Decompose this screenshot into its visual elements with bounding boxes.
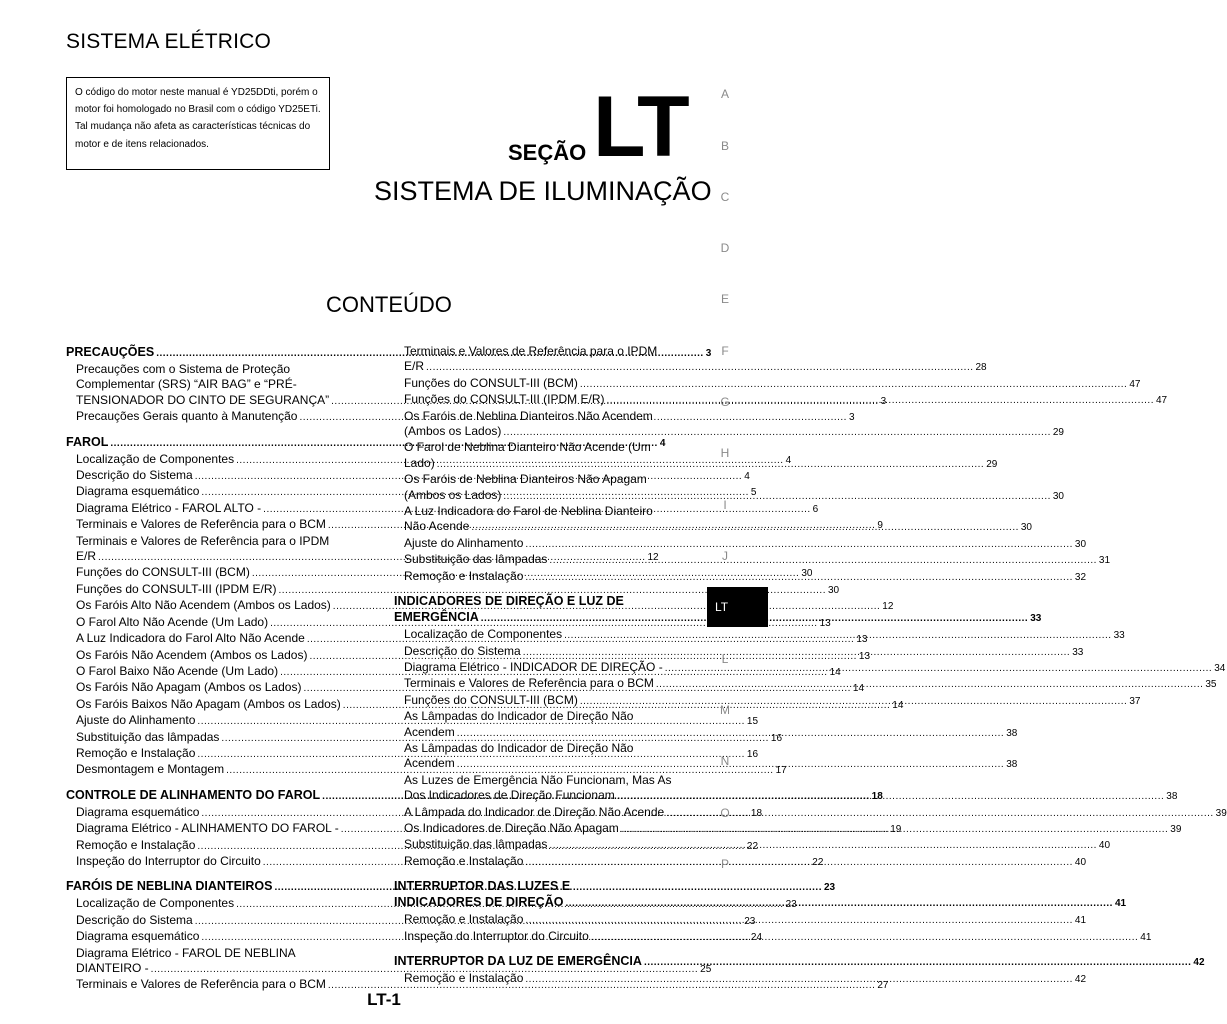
toc-page-number: 30 — [1052, 490, 1064, 502]
toc-item-row[interactable] — [404, 375, 1141, 392]
toc-leader-dots — [471, 519, 1018, 535]
toc-item-row[interactable] — [404, 392, 1168, 408]
toc-page-number: 4 — [744, 471, 750, 483]
toc-page-number: 37 — [1129, 695, 1141, 707]
toc-page-number: 18 — [871, 790, 883, 802]
toc-page-number: 38 — [1006, 727, 1018, 739]
toc-entry-text: Acendem — [404, 724, 455, 739]
toc-entry-text: A Lâmpada do Indicador de Direção Não Acende — [404, 804, 665, 819]
toc-entry-text: Diagrama Elétrico - FAROL ALTO - — [76, 500, 262, 515]
toc-entry-text: DIANTEIRO - — [76, 961, 149, 975]
toc-item-line: O Farol de Neblina Dianteiro Não Acende (Um — [404, 440, 651, 455]
toc-leader-dots — [523, 644, 1070, 660]
toc-entry-text: INTERRUPTOR DA LUZ DE EMERGÊNCIA — [394, 954, 642, 968]
toc-entry-text: Diagrama esquemático — [76, 484, 200, 499]
toc-leader-dots — [525, 912, 1072, 928]
toc-page-number: 16 — [770, 732, 783, 744]
toc-entry-text: Os Faróis Não Apagam (Ambos os Lados) — [76, 680, 302, 695]
toc-page-number: 30 — [827, 584, 840, 596]
toc-item[interactable] — [394, 552, 1111, 568]
toc-entry-text: Os Indicadores de Direção Não Apagam — [404, 820, 619, 835]
header-title: SISTEMA ELÉTRICO — [66, 30, 272, 53]
notice-line: O código do motor neste manual é YD25DDti, porém o — [75, 87, 318, 98]
toc-entry-text: Remoção e Instalação — [404, 568, 524, 583]
toc-entry-text: EMERGÊNCIA — [394, 610, 479, 625]
toc-page-number: 3 — [705, 348, 712, 359]
toc-item-line: Terminais e Valores de Referência para o IPDM — [404, 344, 658, 358]
toc-page-number: 29 — [986, 458, 998, 470]
toc-leader-dots — [607, 392, 1154, 408]
toc-item-line: Precauções com o Sistema de Proteção — [76, 362, 291, 376]
toc-page-number: 9 — [877, 520, 883, 532]
toc-group-title-line — [394, 878, 700, 894]
toc-entry-text: (Ambos os Lados) — [404, 424, 502, 439]
section-tab-n[interactable]: N — [720, 754, 730, 768]
toc-entry-text: Dos Indicadores de Direção Funcionam — [404, 788, 615, 803]
toc-page-number: 5 — [750, 487, 757, 499]
toc-item-row[interactable] — [404, 552, 1111, 568]
section-tab-j[interactable]: J — [722, 549, 728, 563]
toc-leader-dots — [503, 488, 1050, 504]
toc-leader-dots — [644, 953, 1191, 971]
toc-page-number: 34 — [1214, 662, 1226, 674]
toc-item-row[interactable] — [404, 455, 998, 472]
notice-box — [66, 77, 330, 170]
toc-item-line: Diagrama Elétrico - FAROL DE NEBLINA — [76, 945, 296, 960]
toc-page-number: 42 — [1074, 974, 1087, 985]
toc-entry-text: Os Faróis Baixos Não Apagam (Ambos os Lados) — [76, 696, 341, 711]
toc-item[interactable] — [394, 440, 998, 472]
toc-item-line: Complementar (SRS) “AIR BAG” e “PRÉ- — [76, 377, 297, 392]
toc-page-number: 41 — [1074, 915, 1087, 927]
toc-page-number: 33 — [1072, 646, 1084, 658]
toc-leader-dots — [525, 971, 1072, 987]
toc-page-number: 30 — [801, 568, 813, 580]
toc-entry-text: Os Faróis Não Acendem (Ambos os Lados) — [76, 647, 308, 662]
toc-entry-text: INDICADORES DE DIREÇÃO — [394, 895, 564, 910]
toc-page-number: 30 — [1020, 522, 1032, 534]
toc-page-number: 42 — [1193, 957, 1205, 968]
toc-leader-dots — [565, 894, 1112, 912]
section-tab-f[interactable]: F — [721, 344, 729, 358]
toc-entry-text: Funções do CONSULT-III (BCM) — [404, 375, 578, 390]
toc-entry-text: Ajuste do Alinhamento — [76, 713, 196, 728]
toc-entry-text: O Farol Baixo Não Acende (Um Lado) — [76, 663, 279, 678]
toc-entry-text: (Ambos os Lados) — [404, 487, 502, 502]
toc-entry-text: Desmontagem e Montagem — [76, 762, 225, 777]
toc-page-number: 23 — [785, 899, 797, 911]
toc-entry-text: Remoção e Instalação — [404, 853, 524, 868]
toc-entry-text: Inspeção do Interruptor do Circuito — [404, 928, 589, 943]
toc-item-line: As Lâmpadas do Indicador de Direção Não — [404, 740, 634, 755]
toc-page-number: 39 — [1170, 823, 1182, 835]
section-label: SEÇÃO — [508, 140, 587, 165]
toc-item[interactable] — [394, 472, 1064, 504]
toc-item-line: A Luz Indicadora do Farol de Neblina Dianteiro — [404, 504, 653, 519]
toc-entry-text: Acendem — [404, 756, 455, 771]
toc-page-number: 33 — [1113, 630, 1125, 642]
toc-page-number: 24 — [750, 932, 763, 944]
toc-page-number: 35 — [1205, 679, 1217, 691]
toc-leader-dots — [549, 837, 1096, 853]
toc-leader-dots — [665, 660, 1212, 676]
toc-page-number: 38 — [1166, 791, 1178, 803]
toc-group-title-text: INTERRUPTOR DAS LUZES E — [394, 879, 571, 894]
toc-leader-dots — [656, 676, 1203, 692]
toc-leader-dots — [503, 424, 1050, 440]
toc-title: CONTEÚDO — [326, 292, 452, 317]
toc-entry-text: Localização de Componentes — [76, 451, 235, 466]
toc-page-number: 6 — [812, 503, 819, 515]
toc-page-number: 23 — [823, 882, 836, 894]
toc-entry-text: E/R — [404, 359, 425, 374]
toc-leader-dots — [525, 854, 1072, 870]
toc-item[interactable] — [66, 581, 840, 598]
toc-page-number: 13 — [856, 634, 868, 646]
toc-page-number: 23 — [744, 915, 756, 927]
toc-group-continued — [394, 344, 1168, 585]
toc-page-number: 39 — [1215, 807, 1227, 819]
toc-entry-text: TENSIONADOR DO CINTO DE SEGURANÇA” — [76, 392, 330, 407]
section-tab-a[interactable]: A — [720, 87, 729, 101]
toc-entry-text: Funções do CONSULT-III (IPDM E/R) — [76, 581, 277, 596]
toc-item[interactable] — [394, 375, 1141, 392]
toc-entry-text: Localização de Componentes — [76, 896, 235, 911]
toc-leader-dots — [457, 725, 1004, 741]
toc-item-line: As Lâmpadas do Indicador de Direção Não — [404, 709, 634, 724]
toc-page-number: 28 — [975, 362, 987, 374]
toc-leader-dots — [426, 359, 973, 375]
toc-item[interactable] — [394, 408, 1064, 441]
toc-entry-text: Terminais e Valores de Referência para o BCM — [76, 517, 326, 532]
toc-entry-text: Remoção e Instalação — [76, 745, 196, 760]
toc-item-row[interactable] — [404, 487, 1064, 504]
toc-entry-text: PRECAUÇÕES — [66, 345, 155, 359]
toc-leader-dots — [549, 552, 1096, 568]
toc-item-line: As Luzes de Emergência Não Funcionam, Mas As — [404, 772, 672, 787]
toc-entry-text: Os Faróis Alto Não Acendem (Ambos os Lados) — [76, 598, 331, 613]
toc-item[interactable] — [394, 344, 987, 376]
toc-page-number: 14 — [829, 666, 841, 678]
toc-leader-dots — [525, 569, 1072, 585]
toc-entry-text: Substituição das lâmpadas — [404, 552, 548, 567]
toc-entry-text: Descrição do Sistema — [76, 912, 193, 927]
toc-entry-text: Terminais e Valores de Referência para o BCM — [404, 676, 654, 691]
section-tab-l[interactable]: L — [721, 652, 729, 666]
toc-entry-text: Diagrama esquemático — [76, 929, 200, 944]
notice-line: Tal mudança não afeta as características técnicas do — [75, 121, 311, 133]
toc-page-number: 13 — [858, 650, 871, 662]
toc-item-line: Os Faróis de Neblina Dianteiros Não Acendem — [404, 408, 653, 423]
toc-page-number: 25 — [700, 964, 712, 975]
section-tab-d[interactable]: D — [720, 241, 730, 255]
toc-entry-text: Remoção e Instalação — [404, 971, 524, 985]
toc-entry-text: E/R — [76, 549, 97, 564]
toc-page-number: 4 — [659, 437, 666, 449]
toc-page-number: 30 — [1074, 538, 1087, 550]
toc-entry-text: Terminais e Valores de Referência para o BCM — [76, 977, 326, 992]
toc-entry-text: Remoção e Instalação — [404, 912, 524, 927]
toc-page-number: 14 — [852, 683, 865, 695]
toc-page-number: 16 — [746, 748, 759, 760]
toc-entry-text: Lado) — [404, 455, 435, 470]
toc-page-number: 17 — [775, 765, 787, 777]
toc-item-line: Terminais e Valores de Referência para o IPDM — [76, 533, 330, 548]
toc-page-number: 40 — [1098, 840, 1111, 852]
toc-page-number: 14 — [892, 699, 904, 711]
toc-entry-text: CONTROLE DE ALINHAMENTO DO FAROL — [66, 787, 321, 802]
toc-item-row[interactable] — [404, 424, 1064, 440]
toc-entry-text: Precauções Gerais quanto à Manutenção — [76, 409, 298, 424]
toc-leader-dots — [617, 788, 1164, 804]
toc-leader-dots — [564, 627, 1111, 643]
toc-page-number: 3 — [848, 412, 855, 424]
toc-item-row[interactable] — [404, 519, 1032, 535]
toc-entry-text: FAROL — [66, 434, 109, 449]
toc-page-number: 33 — [1030, 613, 1042, 625]
section-tab-active[interactable]: LT — [707, 587, 768, 627]
toc-entry-text: Diagrama Elétrico - ALINHAMENTO DO FAROL - — [76, 821, 339, 836]
toc-leader-dots — [591, 929, 1138, 945]
toc-page-number: 3 — [880, 395, 887, 407]
toc-leader-dots — [666, 805, 1213, 821]
toc-item[interactable] — [394, 504, 1032, 536]
toc-entry-text: Funções do CONSULT-III (BCM) — [404, 692, 578, 707]
toc-entry-text: FARÓIS DE NEBLINA DIANTEIROS — [66, 879, 273, 894]
section-tab-i[interactable]: I — [723, 498, 727, 512]
toc-item-line: Os Faróis de Neblina Dianteiros Não Apagam — [404, 472, 647, 487]
toc-page-number: 18 — [750, 807, 763, 819]
section-tab-o[interactable]: O — [720, 806, 730, 820]
toc-leader-dots — [580, 376, 1127, 392]
toc-entry-text: Remoção e Instalação — [76, 837, 196, 852]
toc-page-number: 31 — [1098, 555, 1111, 567]
toc-page-number: 12 — [647, 552, 659, 564]
toc-leader-dots — [621, 821, 1168, 837]
footer-page-label: LT-1 — [367, 990, 401, 1009]
toc-entry-text: Inspeção do Interruptor do Circuito — [76, 853, 261, 868]
toc-item-row[interactable] — [76, 581, 840, 598]
section-tab-m[interactable]: M — [720, 703, 730, 717]
toc-page-number: 47 — [1155, 395, 1168, 407]
toc-page-number: 22 — [746, 840, 759, 852]
toc-page-number: 47 — [1129, 378, 1141, 390]
toc-item[interactable] — [394, 392, 1168, 408]
section-code: LT — [593, 79, 688, 175]
toc-entry-text: Diagrama Elétrico - INDICADOR DE DIREÇÃO - — [404, 659, 663, 674]
section-tab-p[interactable]: P — [720, 857, 729, 871]
toc-page-number: 27 — [877, 980, 889, 992]
section-tab-e[interactable]: E — [720, 292, 729, 306]
toc-item[interactable] — [394, 535, 1087, 552]
toc-entry-text: Funções do CONSULT-III (BCM) — [76, 565, 250, 580]
toc-entry-text: Ajuste do Alinhamento — [404, 535, 524, 550]
toc-page-number: 29 — [1052, 427, 1064, 439]
notice-line: motor e de itens relacionados. — [75, 138, 209, 150]
toc-page-number: 13 — [819, 617, 831, 629]
section-tab-h[interactable]: H — [720, 446, 730, 460]
toc-leader-dots — [525, 536, 1072, 552]
toc-item-row[interactable] — [404, 535, 1087, 552]
toc-page-number: 38 — [1006, 759, 1018, 771]
toc-item-row[interactable] — [404, 359, 987, 375]
toc-entry-text: Substituição das lâmpadas — [404, 837, 548, 852]
toc-leader-dots — [580, 693, 1127, 709]
toc-page-number: 22 — [812, 856, 824, 868]
section-tab-c[interactable]: C — [720, 190, 730, 204]
toc-page-number: 4 — [785, 454, 792, 466]
toc-entry-text: Não Acende — [404, 519, 470, 534]
toc-page-number: 41 — [1114, 898, 1127, 910]
toc-group-title-text: INDICADORES DE DIREÇÃO E LUZ DE — [394, 594, 624, 609]
toc-entry-text: Descrição do Sistema — [76, 468, 193, 483]
toc-entry-text: Substituição das lâmpadas — [76, 729, 220, 744]
section-name: SISTEMA DE ILUMINAÇÃO — [374, 176, 712, 206]
toc-entry-text: Diagrama esquemático — [76, 804, 200, 819]
toc-group-title-line — [394, 593, 700, 609]
toc-entry-text: A Luz Indicadora do Farol Alto Não Acende — [76, 631, 305, 646]
notice-line: motor foi homologado no Brasil com o código YD25ETi. — [75, 104, 321, 116]
toc-page-number: 40 — [1074, 856, 1087, 868]
toc-page-number: 41 — [1140, 931, 1152, 943]
toc-entry-text: Localização de Componentes — [404, 627, 563, 642]
section-tab-b[interactable]: B — [720, 139, 729, 153]
toc-page-number: 12 — [882, 601, 894, 613]
section-tab-g[interactable]: G — [720, 395, 730, 409]
toc-page-number: 19 — [890, 824, 902, 836]
toc-entry-text: Descrição do Sistema — [404, 643, 521, 658]
toc-page-number: 32 — [1074, 571, 1087, 583]
toc-entry-text: Funções do CONSULT-III (IPDM E/R) — [404, 392, 605, 407]
toc-page-number: 15 — [746, 716, 759, 728]
toc-entry-text: O Farol Alto Não Acende (Um Lado) — [76, 614, 269, 629]
